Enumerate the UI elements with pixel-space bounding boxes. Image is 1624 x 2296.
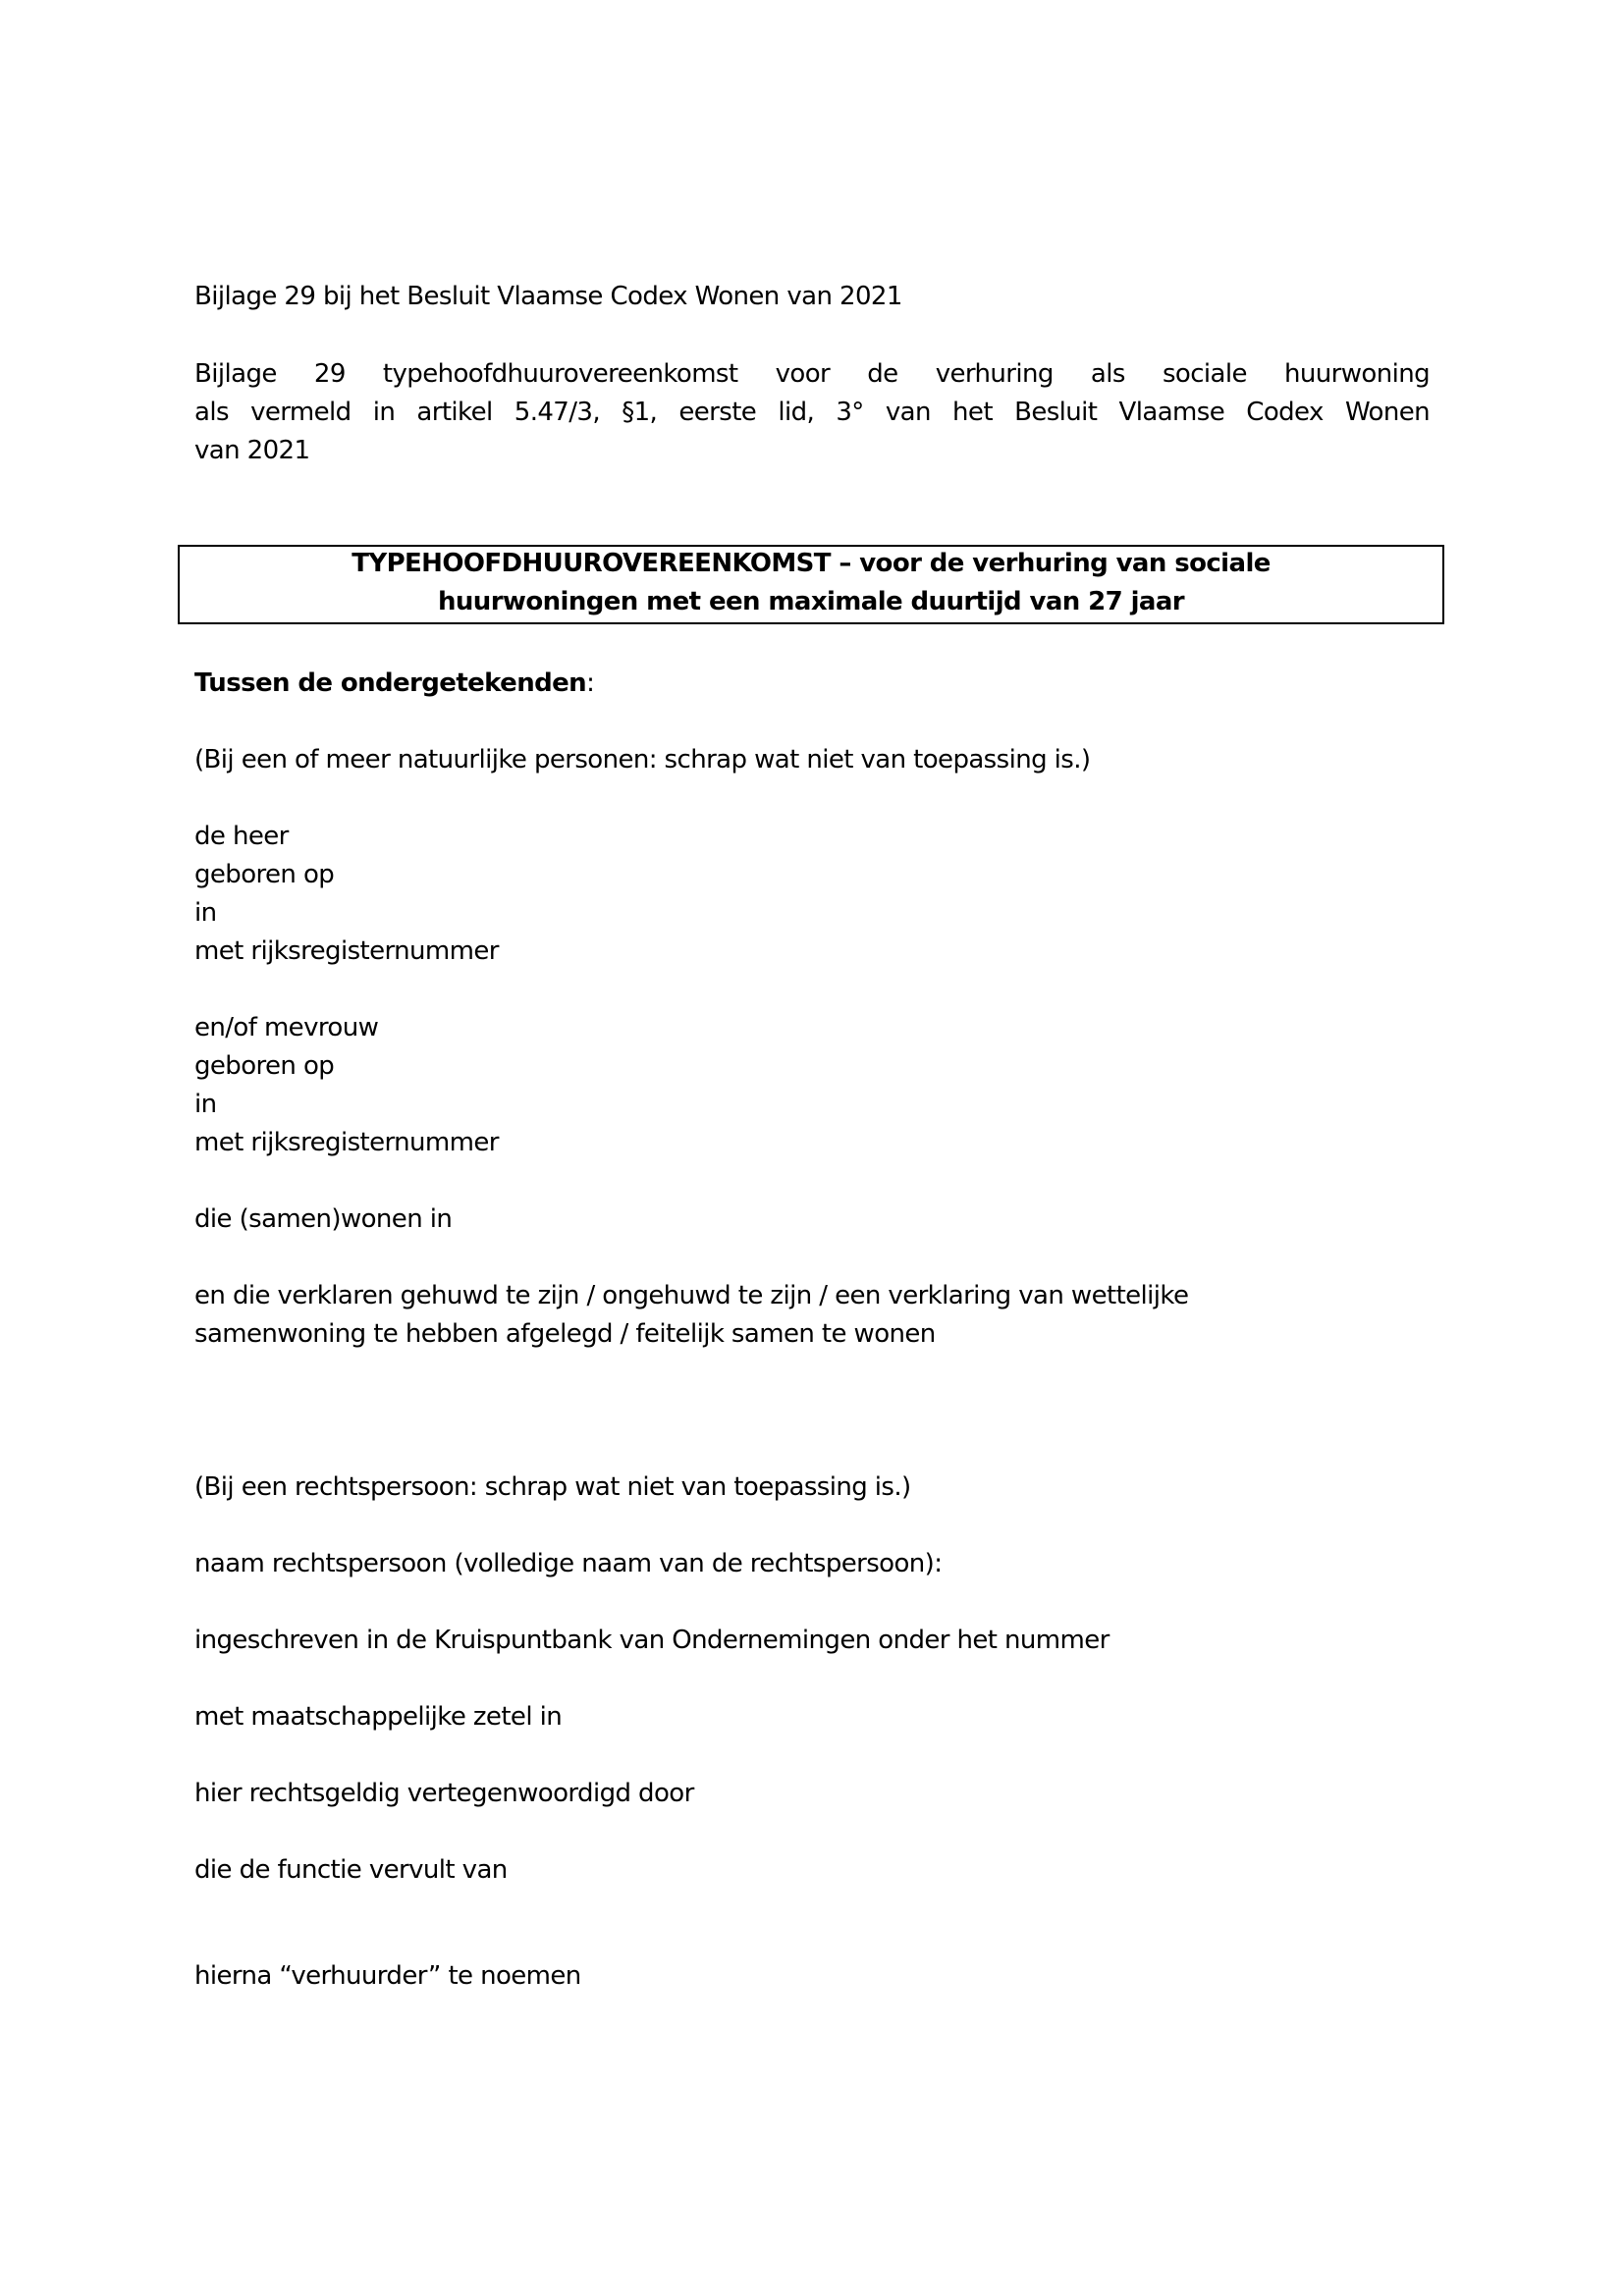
kbo-number-field: ingeschreven in de Kruispuntbank van Ondernemingen onder het nummer	[194, 1626, 1110, 1655]
person1-national-number-field: met rijksregisternummer	[194, 936, 499, 966]
person2-title-field: en/of mevrouw	[194, 1013, 379, 1042]
landlord-designation: hierna “verhuurder” te noemen	[194, 1961, 581, 1991]
legal-person-name-field: naam rechtspersoon (volledige naam van de rechtspersoon):	[194, 1549, 943, 1578]
person2-birthdate-field: geboren op	[194, 1051, 335, 1081]
title-line-2: huurwoningen met een maximale duurtijd van 27 jaar	[437, 587, 1185, 616]
registered-seat-field: met maatschappelijke zetel in	[194, 1702, 563, 1732]
intro-line-1: Bijlage 29 typehoofdhuurovereenkomst voor de verhuring als sociale huurwoning	[194, 359, 1430, 389]
title-box	[178, 545, 1444, 624]
title-line-1: TYPEHOOFDHUUROVEREENKOMST – voor de verhuring van sociale	[352, 549, 1271, 578]
annex-header-line: Bijlage 29 bij het Besluit Vlaamse Codex Wonen van 2021	[194, 282, 902, 311]
intro-line-2: als vermeld in artikel 5.47/3, §1, eerste lid, 3° van het Besluit Vlaamse Codex Wonen	[194, 398, 1430, 427]
intro-paragraph	[194, 355, 1430, 470]
residence-field: die (samen)wonen in	[194, 1204, 453, 1234]
parties-heading	[194, 665, 1430, 703]
representative-field: hier rechtsgeldig vertegenwoordigd door	[194, 1779, 694, 1808]
intro-line-3: van 2021	[194, 436, 310, 465]
parties-heading-colon: :	[586, 668, 595, 698]
person2-national-number-field: met rijksregisternummer	[194, 1128, 499, 1157]
person1-title-field: de heer	[194, 822, 289, 851]
person1-birthplace-field: in	[194, 898, 217, 928]
function-field: die de functie vervult van	[194, 1855, 508, 1885]
person2-birthplace-field: in	[194, 1090, 217, 1119]
natural-persons-instruction: (Bij een of meer natuurlijke personen: schrap wat niet van toepassing is.)	[194, 745, 1091, 774]
marital-declaration-line-2: samenwoning te hebben afgelegd / feitelijk samen te wonen	[194, 1319, 936, 1349]
parties-heading-text: Tussen de ondergetekenden	[194, 668, 587, 698]
person1-birthdate-field: geboren op	[194, 860, 335, 889]
legal-person-instruction: (Bij een rechtspersoon: schrap wat niet van toepassing is.)	[194, 1472, 911, 1502]
marital-declaration-line-1: en die verklaren gehuwd te zijn / ongehuwd te zijn / een verklaring van wettelijke	[194, 1281, 1189, 1310]
